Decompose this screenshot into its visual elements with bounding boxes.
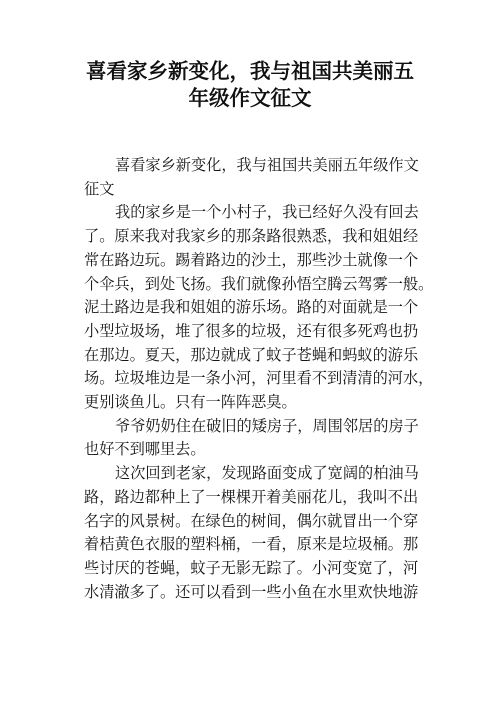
text-line: 征文 [84,179,115,198]
text-line: 也好不到哪里去。 [84,440,206,459]
document-body [84,154,434,604]
title-line: 喜看家乡新变化，我与祖国共美丽五 [86,59,414,83]
text-line: 了。原来我对我家乡的那条路很熟悉，我和姐姐经 [84,227,419,246]
paragraph [84,462,419,604]
text-line: 在那边。夏天，那边就成了蚊子苍蝇和蚂蚁的游乐 [84,345,419,364]
paragraph [84,415,419,462]
text-line: 场。垃圾堆边是一条小河，河里看不到清清的河水， [84,369,434,388]
text-line: 个伞兵，到处飞扬。我们就像孙悟空腾云驾雾一般。 [84,274,434,293]
paragraph [84,201,434,414]
text-line: 水清澈多了。还可以看到一些小鱼在水里欢快地游 [84,582,419,601]
text-line: 小型垃圾场，堆了很多的垃圾，还有很多死鸡也扔 [84,321,419,340]
text-line: 着桔黄色衣服的塑料桶，一看，原来是垃圾桶。那 [84,535,419,554]
text-line: 我的家乡是一个小村子，我已经好久没有回去 [115,203,419,222]
text-line: 爷爷奶奶住在破旧的矮房子，周围邻居的房子 [115,416,419,435]
title-line: 年级作文征文 [188,86,312,110]
text-line: 常在路边玩。踢着路边的沙土，那些沙土就像一个 [84,250,419,269]
text-line: 这次回到老家，发现路面变成了宽阔的柏油马 [115,464,419,483]
text-line: 名字的风景树。在绿色的树间，偶尔就冒出一个穿 [84,511,419,530]
document-title [76,58,424,112]
text-line: 泥土路边是我和姐姐的游乐场。路的对面就是一个 [84,298,419,317]
text-line: 喜看家乡新变化，我与祖国共美丽五年级作文 [115,156,419,174]
text-line: 些讨厌的苍蝇，蚊子无影无踪了。小河变宽了，河 [84,558,419,577]
paragraph [84,154,419,201]
text-line: 路，路边都种上了一棵棵开着美丽花儿，我叫不出 [84,487,419,506]
text-line: 更别谈鱼儿。只有一阵阵恶臭。 [84,393,297,412]
